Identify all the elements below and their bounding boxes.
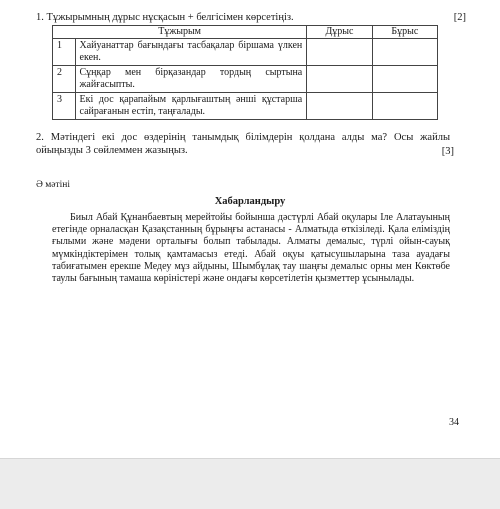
- question-2-points: [3]: [441, 146, 454, 157]
- question-1-text: 1. Тұжырымның дұрыс нұсқасын + белгісімен көрсетіңіз.: [36, 12, 294, 23]
- question-2: [36, 131, 454, 157]
- answer-cell-true[interactable]: [307, 39, 372, 66]
- statements-table: [52, 25, 438, 120]
- answer-cell-true[interactable]: [307, 93, 372, 120]
- row-number: 3: [53, 93, 76, 120]
- row-statement: Сұңқар мен бірқазандар тордың сыртына жайғасыпты.: [75, 66, 307, 93]
- text-paragraph: Биыл Абай Құнанбаевтың мерейтойы бойынша дәстүрлі Абай оқулары Іле Алатауының етегінде орналасқан Қазақстанның бұрыңғы астанасы - Алматыда өткізіледі. Қала еліміздің ғылыми және мәдени орталығы болып табылады. Алматы демалыс, түрлі ойын-сауық мүмкіндіктерімен толық қамтамасыз етеді. Абай оқуы қатысушыларына таза ауадағы табиғатымен ерекше Медеу мұз айдыны, Шымбұлақ тау шаңғы демалыс орны мен Көктөбе таулы бағының тамаша көріністері және ондағы көрсетілетін қызметтер ұсынылады.: [52, 212, 450, 285]
- table-row: [53, 39, 438, 66]
- row-number: 1: [53, 39, 76, 66]
- answer-cell-false[interactable]: [372, 66, 437, 93]
- text-label: Ә мәтіні: [36, 180, 70, 190]
- viewer-background: [0, 458, 500, 509]
- row-statement: Екі дос қарапайым қарлығаштың әнші құстарша сайрағанын естіп, таңғалады.: [75, 93, 307, 120]
- header-false: Бұрыс: [372, 26, 437, 39]
- header-statement: Тұжырым: [53, 26, 307, 39]
- table-header-row: [53, 26, 438, 39]
- row-statement: Хайуанаттар бағындағы тасбақалар біршама үлкен екен.: [75, 39, 307, 66]
- table-row: [53, 93, 438, 120]
- question-1: [36, 11, 466, 24]
- answer-cell-true[interactable]: [307, 66, 372, 93]
- question-2-text: 2. Мәтіндегі екі дос өздерінің танымдық білімдерін қолдана алды ма? Осы жайлы ойыңызды 3 сөйлеммен жазыңыз.: [36, 132, 450, 156]
- page-number: 34: [449, 417, 459, 428]
- table-row: [53, 66, 438, 93]
- answer-cell-false[interactable]: [372, 93, 437, 120]
- question-1-points: [2]: [453, 12, 466, 23]
- answer-cell-false[interactable]: [372, 39, 437, 66]
- text-title: Хабарландыру: [214, 196, 286, 207]
- header-true: Дұрыс: [307, 26, 372, 39]
- row-number: 2: [53, 66, 76, 93]
